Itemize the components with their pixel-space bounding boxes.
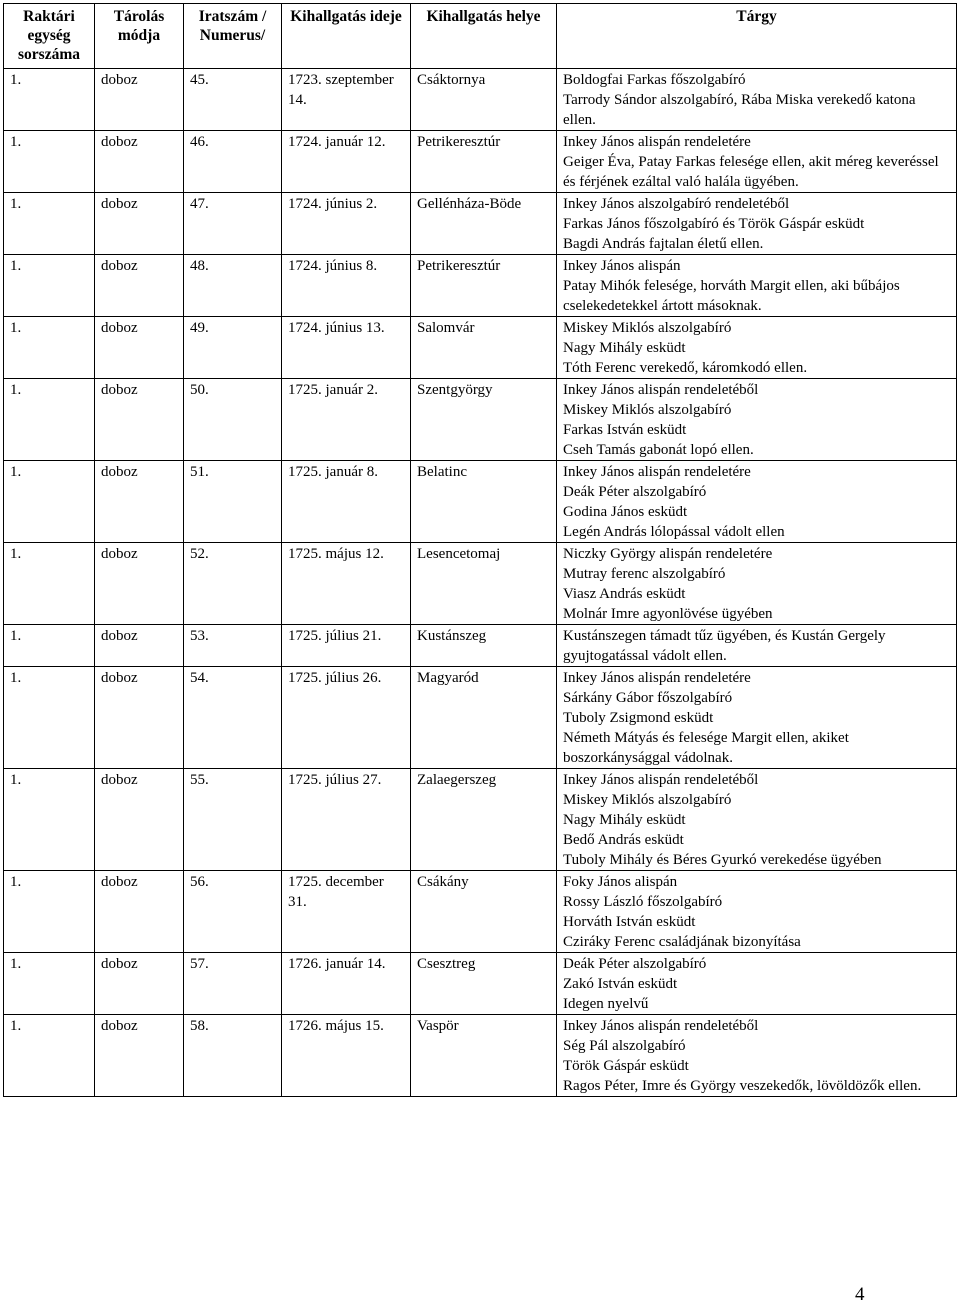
table-row [4, 543, 957, 625]
table-row [4, 69, 957, 131]
header-subject: Tárgy [557, 4, 957, 69]
cell-subject [557, 625, 957, 667]
cell-number: 51. [184, 461, 282, 543]
cell-date: 1725. május 12. [282, 543, 411, 625]
subject-line: Deák Péter alszolgabíró [563, 956, 707, 972]
cell-unit: 1. [4, 1015, 95, 1097]
subject-line: Legén András lólopással vádolt ellen [563, 524, 785, 540]
cell-place: Csesztreg [411, 953, 557, 1015]
subject-line: Sárkány Gábor főszolgabíró [563, 690, 733, 706]
subject-line: Molnár Imre agyonlövése ügyében [563, 606, 773, 622]
cell-subject [557, 255, 957, 317]
cell-unit: 1. [4, 317, 95, 379]
table-row [4, 461, 957, 543]
subject-line: Deák Péter alszolgabíró [563, 484, 707, 500]
cell-subject [557, 317, 957, 379]
subject-line: Bagdi András fajtalan életű ellen. [563, 236, 764, 252]
subject-line: Cseh Tamás gabonát lopó ellen. [563, 442, 754, 458]
page-number: 4 [855, 1284, 865, 1305]
subject-line: Viasz András esküdt [563, 586, 686, 602]
cell-date: 1725. december 31. [282, 871, 411, 953]
subject-line: Török Gáspár esküdt [563, 1058, 689, 1074]
table-row [4, 1015, 957, 1097]
cell-date: 1725. január 2. [282, 379, 411, 461]
cell-place: Gellénháza-Böde [411, 193, 557, 255]
subject-line: Tóth Ferenc verekedő, káromkodó ellen. [563, 360, 808, 376]
cell-storage: doboz [95, 953, 184, 1015]
table-row [4, 871, 957, 953]
cell-date: 1725. július 21. [282, 625, 411, 667]
subject-line: Idegen nyelvű [563, 996, 649, 1012]
header-number: Iratszám / Numerus/ [184, 4, 282, 69]
cell-date: 1723. szeptember 14. [282, 69, 411, 131]
subject-line: Cziráky Ferenc családjának bizonyítása [563, 934, 801, 950]
cell-date: 1724. június 13. [282, 317, 411, 379]
cell-number: 54. [184, 667, 282, 769]
cell-storage: doboz [95, 1015, 184, 1097]
cell-number: 50. [184, 379, 282, 461]
subject-line: Inkey János alispán rendeletéből [563, 1018, 759, 1034]
cell-place: Csáktornya [411, 69, 557, 131]
subject-line: Nagy Mihály esküdt [563, 340, 686, 356]
subject-line: Németh Mátyás és felesége Margit ellen, akiket boszorkánysággal vádolnak. [563, 730, 849, 766]
table-row [4, 379, 957, 461]
cell-subject [557, 193, 957, 255]
subject-line: Geiger Éva, Patay Farkas felesége ellen, akit méreg keveréssel és férjének ezáltal való halála ügyében. [563, 154, 939, 190]
table-header [4, 4, 957, 69]
cell-storage: doboz [95, 255, 184, 317]
cell-unit: 1. [4, 769, 95, 871]
cell-unit: 1. [4, 69, 95, 131]
cell-place: Vaspör [411, 1015, 557, 1097]
table-row [4, 255, 957, 317]
cell-date: 1725. július 27. [282, 769, 411, 871]
subject-line: Inkey János alispán rendeletéből [563, 382, 759, 398]
cell-number: 47. [184, 193, 282, 255]
cell-unit: 1. [4, 871, 95, 953]
subject-line: Mutray ferenc alszolgabíró [563, 566, 726, 582]
cell-place: Kustánszeg [411, 625, 557, 667]
cell-unit: 1. [4, 667, 95, 769]
cell-subject [557, 769, 957, 871]
cell-subject [557, 379, 957, 461]
cell-subject [557, 461, 957, 543]
subject-line: Tarrody Sándor alszolgabíró, Rába Miska verekedő katona ellen. [563, 92, 916, 128]
subject-line: Ség Pál alszolgabíró [563, 1038, 686, 1054]
table-row [4, 625, 957, 667]
subject-line: Foky János alispán [563, 874, 678, 890]
table-row [4, 131, 957, 193]
cell-unit: 1. [4, 379, 95, 461]
subject-line: Godina János esküdt [563, 504, 688, 520]
header-row [4, 4, 957, 69]
subject-line: Horváth István esküdt [563, 914, 696, 930]
cell-unit: 1. [4, 953, 95, 1015]
cell-unit: 1. [4, 625, 95, 667]
cell-number: 55. [184, 769, 282, 871]
cell-number: 56. [184, 871, 282, 953]
cell-storage: doboz [95, 625, 184, 667]
subject-line: Miskey Miklós alszolgabíró [563, 402, 732, 418]
cell-number: 45. [184, 69, 282, 131]
cell-unit: 1. [4, 131, 95, 193]
cell-storage: doboz [95, 69, 184, 131]
cell-date: 1725. január 8. [282, 461, 411, 543]
subject-line: Niczky György alispán rendeletére [563, 546, 773, 562]
cell-storage: doboz [95, 543, 184, 625]
cell-storage: doboz [95, 461, 184, 543]
header-unit: Raktári egység sorszáma [4, 4, 95, 69]
subject-line: Kustánszegen támadt tűz ügyében, és Kustán Gergely gyujtogatással vádolt ellen. [563, 628, 886, 664]
subject-line: Inkey János alszolgabíró rendeletéből [563, 196, 790, 212]
header-storage: Tárolás módja [95, 4, 184, 69]
cell-storage: doboz [95, 317, 184, 379]
table-row [4, 667, 957, 769]
cell-number: 58. [184, 1015, 282, 1097]
cell-unit: 1. [4, 193, 95, 255]
cell-subject [557, 69, 957, 131]
subject-line: Rossy László főszolgabíró [563, 894, 723, 910]
cell-subject [557, 131, 957, 193]
cell-storage: doboz [95, 871, 184, 953]
cell-subject [557, 1015, 957, 1097]
cell-date: 1724. június 8. [282, 255, 411, 317]
cell-number: 57. [184, 953, 282, 1015]
cell-number: 48. [184, 255, 282, 317]
cell-subject [557, 667, 957, 769]
cell-place: Belatinc [411, 461, 557, 543]
table-row [4, 317, 957, 379]
cell-storage: doboz [95, 193, 184, 255]
table-row [4, 193, 957, 255]
subject-line: Bedő András esküdt [563, 832, 684, 848]
cell-subject [557, 543, 957, 625]
cell-date: 1725. július 26. [282, 667, 411, 769]
cell-date: 1726. január 14. [282, 953, 411, 1015]
cell-place: Szentgyörgy [411, 379, 557, 461]
table-row [4, 769, 957, 871]
cell-number: 52. [184, 543, 282, 625]
cell-date: 1726. május 15. [282, 1015, 411, 1097]
subject-line: Ragos Péter, Imre és György veszekedők, lövöldözők ellen. [563, 1078, 922, 1094]
cell-unit: 1. [4, 461, 95, 543]
subject-line: Nagy Mihály esküdt [563, 812, 686, 828]
subject-line: Farkas János főszolgabíró és Török Gáspár esküdt [563, 216, 865, 232]
cell-subject [557, 953, 957, 1015]
cell-number: 46. [184, 131, 282, 193]
subject-line: Tuboly Zsigmond esküdt [563, 710, 714, 726]
cell-date: 1724. június 2. [282, 193, 411, 255]
cell-number: 49. [184, 317, 282, 379]
subject-line: Miskey Miklós alszolgabíró [563, 320, 732, 336]
subject-line: Miskey Miklós alszolgabíró [563, 792, 732, 808]
cell-place: Zalaegerszeg [411, 769, 557, 871]
cell-storage: doboz [95, 379, 184, 461]
cell-place: Petrikeresztúr [411, 131, 557, 193]
subject-line: Inkey János alispán rendeletére [563, 134, 751, 150]
subject-line: Tuboly Mihály és Béres Gyurkó verekedése ügyében [563, 852, 882, 868]
subject-line: Boldogfai Farkas főszolgabíró [563, 72, 746, 88]
cell-storage: doboz [95, 131, 184, 193]
table-body [4, 69, 957, 1097]
subject-line: Inkey János alispán rendeletére [563, 670, 751, 686]
cell-storage: doboz [95, 769, 184, 871]
subject-line: Zakó István esküdt [563, 976, 678, 992]
cell-number: 53. [184, 625, 282, 667]
cell-unit: 1. [4, 255, 95, 317]
subject-line: Inkey János alispán rendeletére [563, 464, 751, 480]
subject-line: Inkey János alispán [563, 258, 681, 274]
cell-place: Lesencetomaj [411, 543, 557, 625]
subject-line: Inkey János alispán rendeletéből [563, 772, 759, 788]
cell-place: Salomvár [411, 317, 557, 379]
cell-storage: doboz [95, 667, 184, 769]
cell-unit: 1. [4, 543, 95, 625]
cell-date: 1724. január 12. [282, 131, 411, 193]
header-place: Kihallgatás helye [411, 4, 557, 69]
cell-place: Csákány [411, 871, 557, 953]
header-date: Kihallgatás ideje [282, 4, 411, 69]
cell-subject [557, 871, 957, 953]
records-table [3, 3, 957, 1097]
cell-place: Magyaród [411, 667, 557, 769]
subject-line: Patay Mihók felesége, horváth Margit ellen, aki bűbájos cselekedetekkel ártott másoknak. [563, 278, 900, 314]
subject-line: Farkas István esküdt [563, 422, 687, 438]
cell-place: Petrikeresztúr [411, 255, 557, 317]
table-row [4, 953, 957, 1015]
